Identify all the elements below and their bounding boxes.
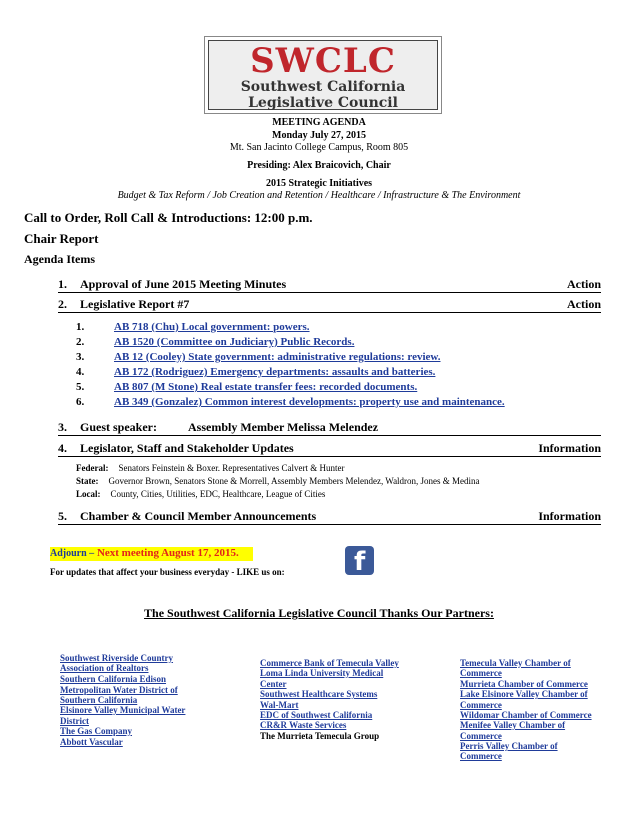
partner-link[interactable]: Commerce — [460, 668, 502, 678]
item-label: Legislative Report #7 — [80, 297, 190, 311]
partner-link[interactable]: Commerce — [460, 751, 502, 761]
partner-link[interactable]: Commerce Bank of Temecula Valley — [260, 658, 399, 668]
partner-link[interactable]: Perris Valley Chamber of — [460, 741, 558, 751]
state-label: State: — [76, 476, 99, 486]
item-label: Guest speaker: — [80, 420, 157, 434]
bill-link[interactable]: AB 172 (Rodriguez) Emergency departments: assaults and batteries. — [114, 366, 436, 378]
bill-number: 5. — [76, 381, 85, 393]
local-text: County, Cities, Utilities, EDC, Healthcare, League of Cities — [110, 489, 326, 499]
call-to-order: Call to Order, Roll Call & Introductions: 12:00 p.m. — [24, 210, 313, 225]
bill-link[interactable]: AB 12 (Cooley) State government: administrative regulations: review. — [114, 351, 441, 363]
logo-panel — [208, 40, 438, 110]
partners-title: The Southwest California Legislative Council Thanks Our Partners: — [144, 606, 494, 620]
next-meeting: Next meeting August 17, 2015. — [96, 547, 239, 559]
federal-label: Federal: — [76, 463, 109, 473]
partner-link[interactable]: Wal-Mart — [260, 700, 299, 710]
agenda-item-5 — [58, 509, 601, 525]
item-number: 1. — [58, 277, 67, 291]
item-action: Action — [567, 277, 601, 291]
partner-link[interactable]: Southwest Riverside Country — [60, 653, 174, 663]
adjourn-label: Adjourn – — [50, 548, 95, 559]
partner-text: The Murrieta Temecula Group — [260, 731, 380, 741]
partner-link[interactable]: Temecula Valley Chamber of — [460, 658, 571, 668]
partner-link[interactable]: Southern California Edison — [60, 674, 167, 684]
agenda-item-2 — [58, 297, 601, 313]
agenda-item-1 — [58, 277, 601, 293]
bill-number: 6. — [76, 396, 85, 408]
logo-line-2: Legislative Council — [248, 95, 398, 111]
partner-link[interactable]: Metropolitan Water District of — [60, 685, 178, 695]
initiatives-title: 2015 Strategic Initiatives — [265, 178, 373, 189]
chair-report: Chair Report — [24, 231, 99, 246]
agenda-items-heading: Agenda Items — [24, 252, 95, 266]
presiding-chair: Presiding: Alex Braicovich, Chair — [247, 160, 391, 171]
item-label: Approval of June 2015 Meeting Minutes — [80, 277, 287, 291]
item-number: 2. — [58, 297, 67, 311]
swclc-logo — [204, 36, 442, 114]
partner-link[interactable]: Elsinore Valley Municipal Water — [60, 705, 186, 715]
bill-link[interactable]: AB 807 (M Stone) Real estate transfer fees: recorded documents. — [114, 381, 418, 393]
partner-link[interactable]: Association of Realtors — [60, 663, 149, 673]
bill-link[interactable]: AB 349 (Gonzalez) Common interest developments: property use and maintenance. — [114, 396, 505, 408]
logo-line-1: Southwest California — [240, 79, 406, 95]
partner-link[interactable]: District — [60, 716, 89, 726]
item-number: 3. — [58, 420, 67, 434]
partner-link[interactable]: Commerce — [460, 731, 502, 741]
facebook-icon[interactable] — [345, 546, 374, 575]
federal-row — [76, 463, 344, 473]
federal-text: Senators Feinstein & Boxer. Representatives Calvert & Hunter — [118, 463, 345, 473]
adjourn-banner — [50, 547, 253, 561]
guest-speaker-name: Assembly Member Melissa Melendez — [188, 420, 379, 434]
bill-number: 3. — [76, 351, 85, 363]
partner-link[interactable]: Wildomar Chamber of Commerce — [460, 710, 592, 720]
partner-link[interactable]: Southern California — [60, 695, 138, 705]
local-row — [76, 489, 325, 499]
item-action: Information — [538, 441, 601, 455]
bill-number: 2. — [76, 336, 85, 348]
partner-link[interactable]: Center — [260, 679, 287, 689]
item-label: Legislator, Staff and Stakeholder Updates — [80, 441, 294, 455]
partner-link[interactable]: CR&R Waste Services — [260, 720, 347, 730]
bill-number: 1. — [76, 321, 85, 333]
bill-link[interactable]: AB 718 (Chu) Local government: powers. — [114, 321, 310, 333]
agenda-heading: MEETING AGENDA — [272, 117, 366, 128]
item-number: 4. — [58, 441, 67, 455]
partner-link[interactable]: Loma Linda University Medical — [260, 668, 384, 678]
partner-link[interactable]: Commerce — [460, 700, 502, 710]
logo-title: SWCLC — [250, 41, 396, 81]
partner-link[interactable]: Southwest Healthcare Systems — [260, 689, 378, 699]
item-action: Information — [538, 509, 601, 523]
partner-link[interactable]: The Gas Company — [60, 726, 133, 736]
facebook-glyph: f — [354, 547, 366, 577]
partner-link[interactable]: Abbott Vascular — [60, 737, 123, 747]
partner-link[interactable]: Murrieta Chamber of Commerce — [460, 679, 588, 689]
partner-link[interactable]: EDC of Southwest California — [260, 710, 373, 720]
partner-link[interactable]: Menifee Valley Chamber of — [460, 720, 566, 730]
initiatives-list: Budget & Tax Reform / Job Creation and Retention / Healthcare / Infrastructure & The Environment — [117, 190, 521, 201]
agenda-item-4 — [58, 441, 601, 457]
state-text: Governor Brown, Senators Stone & Morrell, Assembly Members Melendez, Waldron, Jones & Medina — [108, 476, 480, 486]
bill-link[interactable]: AB 1520 (Committee on Judiciary) Public Records. — [114, 336, 355, 348]
local-label: Local: — [76, 489, 101, 499]
item-action: Action — [567, 297, 601, 311]
social-text: For updates that affect your business everyday - LIKE us on: — [50, 567, 285, 577]
meeting-location: Mt. San Jacinto College Campus, Room 805 — [229, 142, 409, 153]
item-number: 5. — [58, 509, 67, 523]
partner-link[interactable]: Lake Elsinore Valley Chamber of — [460, 689, 588, 699]
item-label: Chamber & Council Member Announcements — [80, 509, 317, 523]
state-row — [76, 476, 480, 486]
meeting-date: Monday July 27, 2015 — [272, 130, 366, 141]
agenda-item-3 — [58, 420, 601, 436]
bill-number: 4. — [76, 366, 85, 378]
